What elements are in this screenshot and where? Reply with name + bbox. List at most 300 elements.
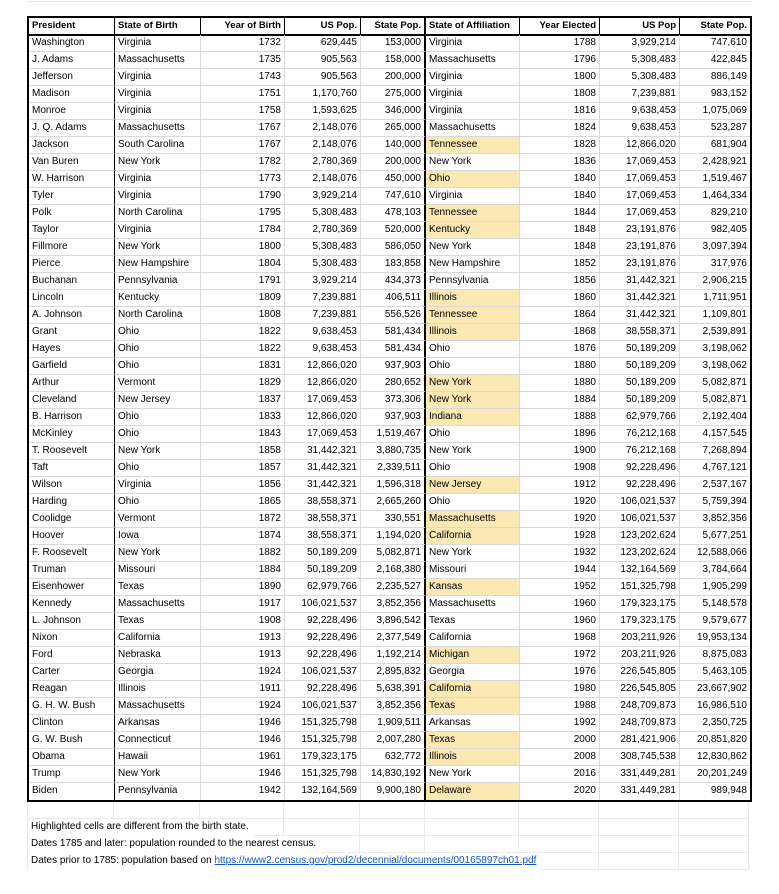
cell-president[interactable]: A. Johnson — [29, 307, 115, 324]
cell-state_of_affiliation[interactable]: Tennessee — [426, 205, 520, 222]
cell-state_pop_elected[interactable]: 317,976 — [680, 256, 750, 273]
cell-state_of_affiliation[interactable]: Delaware — [426, 783, 520, 800]
cell-state_of_birth[interactable]: Georgia — [115, 664, 201, 681]
cell-year_elected[interactable]: 1908 — [520, 460, 600, 477]
cell-year_elected[interactable]: 1840 — [520, 171, 600, 188]
cell-state_pop_elected[interactable]: 9,579,677 — [680, 613, 750, 630]
cell-state_pop_birth[interactable]: 200,000 — [361, 154, 426, 171]
cell-state_pop_elected[interactable]: 5,148,578 — [680, 596, 750, 613]
cell-us_pop_birth[interactable]: 12,866,020 — [285, 409, 361, 426]
cell-state_of_affiliation[interactable]: Virginia — [426, 35, 520, 52]
cell-us_pop_birth[interactable]: 106,021,537 — [285, 664, 361, 681]
cell-year_of_birth[interactable]: 1808 — [201, 307, 285, 324]
cell-us_pop_birth[interactable]: 12,866,020 — [285, 375, 361, 392]
cell-state_pop_elected[interactable]: 747,610 — [680, 35, 750, 52]
cell-year_of_birth[interactable]: 1782 — [201, 154, 285, 171]
cell-state_pop_elected[interactable]: 1,711,951 — [680, 290, 750, 307]
cell-state_pop_birth[interactable]: 747,610 — [361, 188, 426, 205]
cell-year_elected[interactable]: 1968 — [520, 630, 600, 647]
cell-state_pop_elected[interactable]: 983,152 — [680, 86, 750, 103]
cell-state_pop_birth[interactable]: 586,050 — [361, 239, 426, 256]
cell-year_elected[interactable]: 1800 — [520, 69, 600, 86]
cell-year_elected[interactable]: 1888 — [520, 409, 600, 426]
cell-year_elected[interactable]: 1920 — [520, 494, 600, 511]
cell-state_of_affiliation[interactable]: New York — [426, 545, 520, 562]
cell-year_elected[interactable]: 1944 — [520, 562, 600, 579]
cell-state_of_birth[interactable]: Pennsylvania — [115, 273, 201, 290]
cell-state_of_birth[interactable]: Texas — [115, 579, 201, 596]
cell-year_elected[interactable]: 1896 — [520, 426, 600, 443]
cell-state_pop_birth[interactable]: 3,852,356 — [361, 698, 426, 715]
cell-year_of_birth[interactable]: 1858 — [201, 443, 285, 460]
cell-state_of_birth[interactable]: Ohio — [115, 494, 201, 511]
cell-year_elected[interactable]: 1972 — [520, 647, 600, 664]
cell-state_of_birth[interactable]: Kentucky — [115, 290, 201, 307]
cell-us_pop_elected[interactable]: 50,189,209 — [600, 341, 680, 358]
cell-us_pop_birth[interactable]: 7,239,881 — [285, 290, 361, 307]
cell-president[interactable]: Kennedy — [29, 596, 115, 613]
cell-us_pop_birth[interactable]: 50,189,209 — [285, 562, 361, 579]
cell-year_elected[interactable]: 1796 — [520, 52, 600, 69]
cell-us_pop_birth[interactable]: 5,308,483 — [285, 239, 361, 256]
cell-state_pop_birth[interactable]: 330,551 — [361, 511, 426, 528]
cell-us_pop_birth[interactable]: 31,442,321 — [285, 460, 361, 477]
cell-us_pop_birth[interactable]: 5,308,483 — [285, 205, 361, 222]
cell-state_of_birth[interactable]: Massachusetts — [115, 120, 201, 137]
cell-state_pop_birth[interactable]: 2,377,549 — [361, 630, 426, 647]
cell-us_pop_elected[interactable]: 31,442,321 — [600, 290, 680, 307]
cell-year_elected[interactable]: 1928 — [520, 528, 600, 545]
cell-year_of_birth[interactable]: 1924 — [201, 698, 285, 715]
cell-president[interactable]: Jackson — [29, 137, 115, 154]
cell-year_of_birth[interactable]: 1743 — [201, 69, 285, 86]
cell-president[interactable]: Truman — [29, 562, 115, 579]
cell-state_of_birth[interactable]: New York — [115, 443, 201, 460]
cell-state_of_affiliation[interactable]: Tennessee — [426, 307, 520, 324]
cell-state_of_affiliation[interactable]: Ohio — [426, 358, 520, 375]
cell-us_pop_birth[interactable]: 38,558,371 — [285, 511, 361, 528]
cell-state_pop_elected[interactable]: 1,109,801 — [680, 307, 750, 324]
cell-year_elected[interactable]: 1856 — [520, 273, 600, 290]
cell-us_pop_birth[interactable]: 31,442,321 — [285, 443, 361, 460]
cell-state_pop_birth[interactable]: 14,830,192 — [361, 766, 426, 783]
cell-year_elected[interactable]: 1980 — [520, 681, 600, 698]
cell-state_of_affiliation[interactable]: New York — [426, 766, 520, 783]
cell-year_of_birth[interactable]: 1961 — [201, 749, 285, 766]
cell-state_pop_elected[interactable]: 12,588,066 — [680, 545, 750, 562]
cell-president[interactable]: Madison — [29, 86, 115, 103]
cell-us_pop_birth[interactable]: 132,164,569 — [285, 783, 361, 800]
cell-us_pop_birth[interactable]: 17,069,453 — [285, 426, 361, 443]
cell-year_of_birth[interactable]: 1790 — [201, 188, 285, 205]
cell-state_of_birth[interactable]: Ohio — [115, 409, 201, 426]
cell-us_pop_elected[interactable]: 50,189,209 — [600, 358, 680, 375]
cell-state_of_birth[interactable]: Virginia — [115, 188, 201, 205]
cell-us_pop_elected[interactable]: 5,308,483 — [600, 52, 680, 69]
cell-state_pop_elected[interactable]: 2,350,725 — [680, 715, 750, 732]
cell-state_pop_birth[interactable]: 2,895,832 — [361, 664, 426, 681]
cell-year_of_birth[interactable]: 1837 — [201, 392, 285, 409]
cell-year_of_birth[interactable]: 1732 — [201, 35, 285, 52]
cell-state_pop_birth[interactable]: 3,896,542 — [361, 613, 426, 630]
cell-state_of_affiliation[interactable]: Texas — [426, 732, 520, 749]
cell-state_pop_birth[interactable]: 1,192,214 — [361, 647, 426, 664]
cell-year_elected[interactable]: 1960 — [520, 596, 600, 613]
cell-state_of_affiliation[interactable]: Illinois — [426, 290, 520, 307]
cell-state_pop_birth[interactable]: 1,909,511 — [361, 715, 426, 732]
cell-state_of_birth[interactable]: Massachusetts — [115, 52, 201, 69]
cell-state_pop_birth[interactable]: 200,000 — [361, 69, 426, 86]
cell-president[interactable]: Garfield — [29, 358, 115, 375]
cell-state_of_birth[interactable]: Arkansas — [115, 715, 201, 732]
cell-us_pop_elected[interactable]: 281,421,906 — [600, 732, 680, 749]
cell-state_of_affiliation[interactable]: New York — [426, 443, 520, 460]
cell-president[interactable]: Nixon — [29, 630, 115, 647]
cell-us_pop_birth[interactable]: 179,323,175 — [285, 749, 361, 766]
cell-state_of_birth[interactable]: New York — [115, 154, 201, 171]
cell-state_of_affiliation[interactable]: Massachusetts — [426, 120, 520, 137]
header-president[interactable]: President — [29, 18, 115, 36]
cell-state_pop_elected[interactable]: 20,851,820 — [680, 732, 750, 749]
cell-president[interactable]: Monroe — [29, 103, 115, 120]
cell-state_pop_birth[interactable]: 183,858 — [361, 256, 426, 273]
cell-us_pop_elected[interactable]: 331,449,281 — [600, 783, 680, 800]
cell-state_pop_birth[interactable]: 937,903 — [361, 358, 426, 375]
cell-year_of_birth[interactable]: 1882 — [201, 545, 285, 562]
cell-state_pop_elected[interactable]: 4,767,121 — [680, 460, 750, 477]
cell-president[interactable]: Reagan — [29, 681, 115, 698]
cell-president[interactable]: Eisenhower — [29, 579, 115, 596]
cell-state_of_birth[interactable]: North Carolina — [115, 205, 201, 222]
cell-us_pop_elected[interactable]: 203,211,926 — [600, 630, 680, 647]
cell-state_pop_birth[interactable]: 5,638,391 — [361, 681, 426, 698]
cell-state_pop_elected[interactable]: 4,157,545 — [680, 426, 750, 443]
cell-president[interactable]: Ford — [29, 647, 115, 664]
cell-us_pop_elected[interactable]: 31,442,321 — [600, 307, 680, 324]
cell-state_pop_birth[interactable]: 275,000 — [361, 86, 426, 103]
cell-state_of_birth[interactable]: Connecticut — [115, 732, 201, 749]
cell-us_pop_birth[interactable]: 62,979,766 — [285, 579, 361, 596]
cell-us_pop_birth[interactable]: 92,228,496 — [285, 647, 361, 664]
cell-state_of_affiliation[interactable]: New York — [426, 375, 520, 392]
cell-year_elected[interactable]: 1844 — [520, 205, 600, 222]
cell-president[interactable]: Arthur — [29, 375, 115, 392]
cell-state_pop_birth[interactable]: 1,596,318 — [361, 477, 426, 494]
cell-year_elected[interactable]: 2008 — [520, 749, 600, 766]
cell-year_of_birth[interactable]: 1751 — [201, 86, 285, 103]
cell-state_pop_birth[interactable]: 346,000 — [361, 103, 426, 120]
cell-president[interactable]: Wilson — [29, 477, 115, 494]
cell-us_pop_birth[interactable]: 629,445 — [285, 35, 361, 52]
cell-us_pop_elected[interactable]: 92,228,496 — [600, 460, 680, 477]
cell-us_pop_birth[interactable]: 2,780,369 — [285, 222, 361, 239]
header-state_of_birth[interactable]: State of Birth — [115, 18, 201, 36]
cell-us_pop_elected[interactable]: 203,211,926 — [600, 647, 680, 664]
header-year_elected[interactable]: Year Elected — [520, 18, 600, 36]
header-state_pop_birth[interactable]: State Pop. — [361, 18, 426, 36]
cell-year_elected[interactable]: 1868 — [520, 324, 600, 341]
cell-state_pop_elected[interactable]: 16,986,510 — [680, 698, 750, 715]
cell-president[interactable]: T. Roosevelt — [29, 443, 115, 460]
cell-state_pop_elected[interactable]: 3,198,062 — [680, 358, 750, 375]
cell-state_of_birth[interactable]: Ohio — [115, 426, 201, 443]
cell-state_of_affiliation[interactable]: Kentucky — [426, 222, 520, 239]
cell-us_pop_elected[interactable]: 17,069,453 — [600, 154, 680, 171]
cell-president[interactable]: Washington — [29, 35, 115, 52]
cell-year_elected[interactable]: 2020 — [520, 783, 600, 800]
cell-us_pop_elected[interactable]: 123,202,624 — [600, 545, 680, 562]
cell-us_pop_elected[interactable]: 331,449,281 — [600, 766, 680, 783]
cell-president[interactable]: Jefferson — [29, 69, 115, 86]
cell-year_of_birth[interactable]: 1843 — [201, 426, 285, 443]
cell-us_pop_elected[interactable]: 17,069,453 — [600, 205, 680, 222]
cell-state_of_birth[interactable]: New York — [115, 766, 201, 783]
cell-state_pop_elected[interactable]: 886,149 — [680, 69, 750, 86]
cell-year_of_birth[interactable]: 1822 — [201, 324, 285, 341]
cell-president[interactable]: Tyler — [29, 188, 115, 205]
cell-year_of_birth[interactable]: 1872 — [201, 511, 285, 528]
cell-state_of_birth[interactable]: Virginia — [115, 103, 201, 120]
cell-us_pop_elected[interactable]: 123,202,624 — [600, 528, 680, 545]
cell-us_pop_birth[interactable]: 5,308,483 — [285, 256, 361, 273]
cell-state_pop_birth[interactable]: 520,000 — [361, 222, 426, 239]
cell-us_pop_birth[interactable]: 50,189,209 — [285, 545, 361, 562]
cell-state_of_affiliation[interactable]: New York — [426, 239, 520, 256]
cell-us_pop_birth[interactable]: 38,558,371 — [285, 528, 361, 545]
cell-state_of_affiliation[interactable]: Texas — [426, 613, 520, 630]
cell-us_pop_birth[interactable]: 106,021,537 — [285, 596, 361, 613]
cell-state_pop_birth[interactable]: 9,900,180 — [361, 783, 426, 800]
cell-year_elected[interactable]: 1828 — [520, 137, 600, 154]
cell-state_pop_birth[interactable]: 3,852,356 — [361, 596, 426, 613]
cell-state_of_birth[interactable]: New Hampshire — [115, 256, 201, 273]
cell-year_of_birth[interactable]: 1773 — [201, 171, 285, 188]
cell-year_of_birth[interactable]: 1874 — [201, 528, 285, 545]
cell-year_elected[interactable]: 1808 — [520, 86, 600, 103]
cell-state_pop_birth[interactable]: 2,168,380 — [361, 562, 426, 579]
cell-year_elected[interactable]: 1788 — [520, 35, 600, 52]
cell-state_pop_birth[interactable]: 373,306 — [361, 392, 426, 409]
cell-president[interactable]: Carter — [29, 664, 115, 681]
cell-us_pop_elected[interactable]: 9,638,453 — [600, 120, 680, 137]
cell-state_pop_elected[interactable]: 1,519,467 — [680, 171, 750, 188]
header-us_pop_elected[interactable]: US Pop — [600, 18, 680, 36]
cell-us_pop_elected[interactable]: 106,021,537 — [600, 494, 680, 511]
cell-state_of_affiliation[interactable]: Indiana — [426, 409, 520, 426]
cell-year_of_birth[interactable]: 1924 — [201, 664, 285, 681]
cell-us_pop_birth[interactable]: 2,780,369 — [285, 154, 361, 171]
header-state_pop_elected[interactable]: State Pop. — [680, 18, 750, 36]
cell-us_pop_elected[interactable]: 17,069,453 — [600, 171, 680, 188]
cell-state_pop_elected[interactable]: 989,948 — [710, 785, 747, 796]
cell-state_pop_elected[interactable]: 681,904 — [680, 137, 750, 154]
cell-state_of_affiliation[interactable]: Ohio — [426, 426, 520, 443]
cell-state_of_birth[interactable]: Virginia — [115, 35, 201, 52]
cell-president[interactable]: G. W. Bush — [29, 732, 115, 749]
cell-state_pop_elected[interactable]: 3,852,356 — [680, 511, 750, 528]
cell-us_pop_birth[interactable]: 7,239,881 — [285, 307, 361, 324]
cell-president[interactable]: Biden — [29, 783, 115, 800]
cell-state_pop_elected[interactable]: 5,082,871 — [680, 375, 750, 392]
cell-year_elected[interactable]: 1840 — [520, 188, 600, 205]
cell-state_pop_elected[interactable]: 3,784,664 — [680, 562, 750, 579]
cell-state_pop_elected[interactable]: 19,953,134 — [680, 630, 750, 647]
cell-state_pop_birth[interactable]: 3,880,735 — [361, 443, 426, 460]
header-us_pop_birth[interactable]: US Pop. — [285, 18, 361, 36]
cell-year_of_birth[interactable]: 1800 — [201, 239, 285, 256]
cell-us_pop_elected[interactable]: 17,069,453 — [600, 188, 680, 205]
cell-president[interactable]: G. H. W. Bush — [29, 698, 115, 715]
cell-state_of_birth[interactable]: Illinois — [115, 681, 201, 698]
cell-year_of_birth[interactable]: 1791 — [201, 273, 285, 290]
cell-year_elected[interactable]: 1900 — [520, 443, 600, 460]
cell-us_pop_elected[interactable]: 12,866,020 — [600, 137, 680, 154]
cell-state_of_birth[interactable]: Virginia — [115, 86, 201, 103]
cell-year_of_birth[interactable]: 1942 — [201, 783, 285, 800]
cell-state_of_birth[interactable]: Ohio — [115, 460, 201, 477]
cell-state_pop_elected[interactable]: 5,759,394 — [680, 494, 750, 511]
cell-president[interactable]: Polk — [29, 205, 115, 222]
cell-year_elected[interactable]: 1932 — [520, 545, 600, 562]
cell-year_of_birth[interactable]: 1784 — [201, 222, 285, 239]
cell-us_pop_birth[interactable]: 3,929,214 — [285, 273, 361, 290]
cell-state_pop_birth[interactable]: 556,526 — [361, 307, 426, 324]
cell-president[interactable]: Fillmore — [29, 239, 115, 256]
cell-president[interactable]: Obama — [29, 749, 115, 766]
cell-state_pop_elected[interactable]: 523,287 — [680, 120, 750, 137]
cell-president[interactable]: J. Q. Adams — [29, 120, 115, 137]
cell-us_pop_birth[interactable]: 12,866,020 — [285, 358, 361, 375]
cell-state_pop_birth[interactable]: 153,000 — [361, 35, 426, 52]
cell-us_pop_birth[interactable]: 17,069,453 — [285, 392, 361, 409]
cell-state_pop_elected[interactable]: 1,075,069 — [680, 103, 750, 120]
cell-state_pop_birth[interactable]: 5,082,871 — [361, 545, 426, 562]
cell-us_pop_birth[interactable]: 151,325,798 — [285, 715, 361, 732]
cell-state_of_birth[interactable]: Ohio — [115, 341, 201, 358]
cell-us_pop_birth[interactable]: 3,929,214 — [285, 188, 361, 205]
cell-state_of_birth[interactable]: Vermont — [115, 375, 201, 392]
cell-state_pop_elected[interactable]: 2,906,215 — [680, 273, 750, 290]
cell-state_of_birth[interactable]: Massachusetts — [115, 596, 201, 613]
cell-year_elected[interactable]: 1824 — [520, 120, 600, 137]
cell-state_pop_elected[interactable]: 5,082,871 — [680, 392, 750, 409]
cell-year_of_birth[interactable]: 1890 — [201, 579, 285, 596]
cell-state_of_birth[interactable]: Ohio — [115, 358, 201, 375]
cell-year_of_birth[interactable]: 1767 — [201, 120, 285, 137]
cell-state_of_birth[interactable]: Virginia — [115, 222, 201, 239]
header-state_of_affiliation[interactable]: State of Affiliation — [426, 18, 520, 36]
cell-state_of_birth[interactable]: Nebraska — [115, 647, 201, 664]
cell-state_pop_birth[interactable]: 140,000 — [361, 137, 426, 154]
cell-us_pop_birth[interactable]: 905,563 — [285, 52, 361, 69]
cell-year_of_birth[interactable]: 1809 — [201, 290, 285, 307]
cell-year_elected[interactable]: 1864 — [520, 307, 600, 324]
cell-president[interactable]: Pierce — [29, 256, 115, 273]
cell-president[interactable]: Clinton — [29, 715, 115, 732]
cell-state_of_birth[interactable]: Ohio — [115, 324, 201, 341]
cell-state_of_affiliation[interactable]: Pennsylvania — [426, 273, 520, 290]
cell-us_pop_birth[interactable]: 9,638,453 — [285, 341, 361, 358]
cell-state_of_birth[interactable]: New Jersey — [115, 392, 201, 409]
cell-year_of_birth[interactable]: 1833 — [201, 409, 285, 426]
cell-state_pop_elected[interactable]: 7,268,894 — [680, 443, 750, 460]
cell-state_of_affiliation[interactable]: Ohio — [426, 494, 520, 511]
cell-state_pop_birth[interactable]: 280,652 — [361, 375, 426, 392]
cell-year_of_birth[interactable]: 1857 — [201, 460, 285, 477]
cell-state_of_affiliation[interactable]: Kansas — [426, 579, 520, 596]
cell-year_elected[interactable]: 1884 — [520, 392, 600, 409]
cell-state_of_affiliation[interactable]: Illinois — [426, 749, 520, 766]
cell-president[interactable]: B. Harrison — [29, 409, 115, 426]
cell-us_pop_elected[interactable]: 179,323,175 — [600, 613, 680, 630]
cell-state_pop_birth[interactable]: 2,665,260 — [361, 494, 426, 511]
cell-state_of_affiliation[interactable]: California — [426, 630, 520, 647]
cell-president[interactable]: Taylor — [29, 222, 115, 239]
cell-state_of_affiliation[interactable]: Georgia — [426, 664, 520, 681]
cell-president[interactable]: Coolidge — [29, 511, 115, 528]
cell-state_pop_elected[interactable]: 1,464,334 — [680, 188, 750, 205]
cell-us_pop_elected[interactable]: 3,929,214 — [600, 35, 680, 52]
cell-state_pop_birth[interactable]: 450,000 — [361, 171, 426, 188]
cell-state_of_affiliation[interactable]: Virginia — [426, 69, 520, 86]
cell-year_of_birth[interactable]: 1795 — [201, 205, 285, 222]
cell-state_pop_birth[interactable]: 2,007,280 — [361, 732, 426, 749]
cell-state_of_birth[interactable]: Virginia — [115, 69, 201, 86]
cell-year_of_birth[interactable]: 1758 — [201, 103, 285, 120]
cell-us_pop_elected[interactable]: 226,545,805 — [600, 681, 680, 698]
cell-year_of_birth[interactable]: 1822 — [201, 341, 285, 358]
cell-state_pop_elected[interactable]: 829,210 — [680, 205, 750, 222]
cell-year_of_birth[interactable]: 1865 — [201, 494, 285, 511]
cell-state_of_affiliation[interactable]: Massachusetts — [426, 52, 520, 69]
cell-state_of_affiliation[interactable]: Ohio — [426, 341, 520, 358]
cell-us_pop_elected[interactable]: 151,325,798 — [600, 579, 680, 596]
cell-year_of_birth[interactable]: 1804 — [201, 256, 285, 273]
cell-us_pop_elected[interactable]: 5,308,483 — [600, 69, 680, 86]
cell-state_of_affiliation[interactable]: Virginia — [426, 188, 520, 205]
cell-year_elected[interactable]: 1988 — [520, 698, 600, 715]
cell-state_pop_elected[interactable]: 8,875,083 — [680, 647, 750, 664]
cell-us_pop_birth[interactable]: 151,325,798 — [285, 766, 361, 783]
cell-year_elected[interactable]: 1952 — [520, 579, 600, 596]
cell-state_of_affiliation[interactable]: New York — [426, 154, 520, 171]
cell-state_of_affiliation[interactable]: New York — [426, 392, 520, 409]
cell-us_pop_birth[interactable]: 38,558,371 — [285, 494, 361, 511]
cell-us_pop_elected[interactable]: 31,442,321 — [600, 273, 680, 290]
header-year_of_birth[interactable]: Year of Birth — [201, 18, 285, 36]
cell-us_pop_elected[interactable]: 308,745,538 — [600, 749, 680, 766]
cell-year_of_birth[interactable]: 1908 — [201, 613, 285, 630]
cell-year_of_birth[interactable]: 1767 — [201, 137, 285, 154]
cell-year_elected[interactable]: 1848 — [520, 239, 600, 256]
cell-us_pop_elected[interactable]: 23,191,876 — [600, 239, 680, 256]
cell-year_of_birth[interactable]: 1917 — [201, 596, 285, 613]
census-pdf-link[interactable]: https://www2.census.gov/prod2/decennial/documents/00165897ch01.pdf — [214, 855, 537, 866]
cell-state_of_birth[interactable]: Iowa — [115, 528, 201, 545]
cell-year_elected[interactable]: 1976 — [520, 664, 600, 681]
cell-state_of_birth[interactable]: New York — [115, 545, 201, 562]
cell-state_of_birth[interactable]: Texas — [115, 613, 201, 630]
cell-president[interactable]: Van Buren — [29, 154, 115, 171]
cell-year_elected[interactable]: 1876 — [520, 341, 600, 358]
cell-state_of_affiliation[interactable]: Missouri — [426, 562, 520, 579]
cell-state_pop_birth[interactable]: 1,519,467 — [361, 426, 426, 443]
cell-us_pop_birth[interactable]: 1,593,625 — [285, 103, 361, 120]
cell-us_pop_birth[interactable]: 106,021,537 — [285, 698, 361, 715]
cell-us_pop_elected[interactable]: 62,979,766 — [600, 409, 680, 426]
cell-us_pop_birth[interactable]: 2,148,076 — [285, 171, 361, 188]
cell-state_of_affiliation[interactable]: Ohio — [426, 460, 520, 477]
